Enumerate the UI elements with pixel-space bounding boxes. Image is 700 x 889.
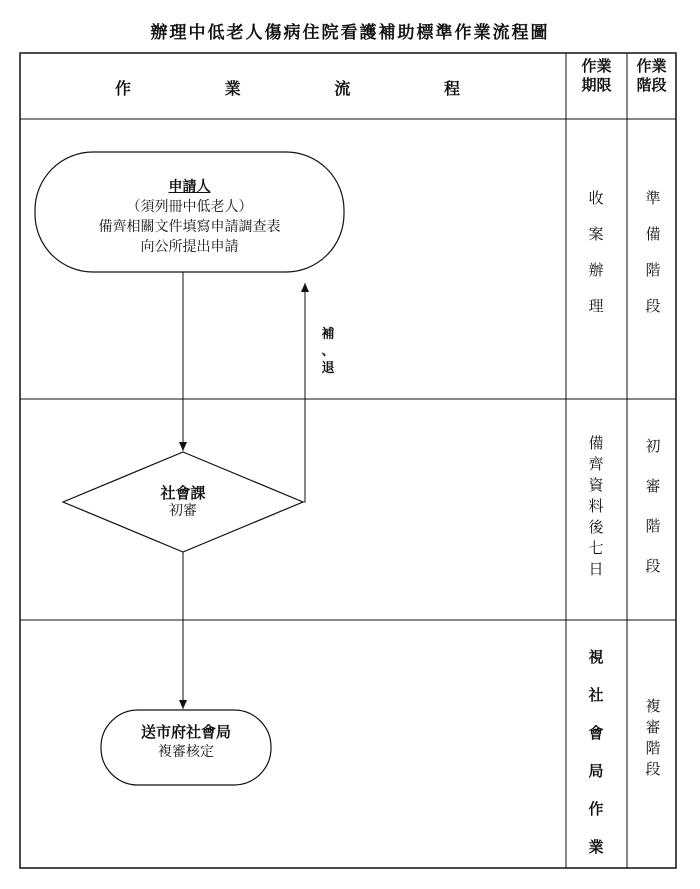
row3-stage <box>638 696 668 780</box>
applicant-line: 備齊相關文件填寫申請調查表 <box>98 219 281 235</box>
page-title: 辦理中低老人傷病住院看護補助標準作業流程圖 <box>150 23 550 43</box>
stage-header <box>627 57 676 95</box>
deadline-header <box>566 57 627 95</box>
row3-deadline <box>581 638 611 866</box>
stage-header-line: 作業 <box>636 57 667 75</box>
row3-deadline-char: 社 <box>588 686 604 704</box>
row1-stage-char: 準 <box>645 189 661 207</box>
row1-stage-char: 段 <box>645 297 661 315</box>
flow-header-char: 作 <box>115 79 132 98</box>
row2-deadline-char: 七 <box>588 539 604 557</box>
row3-deadline-char: 業 <box>588 838 604 856</box>
row1-stage <box>638 180 668 324</box>
row2-stage-char: 初 <box>645 437 661 455</box>
stage-header-line: 階段 <box>636 76 667 94</box>
row2-stage <box>638 426 668 586</box>
return-label <box>319 326 337 377</box>
row2-deadline-char: 備 <box>588 434 604 452</box>
row3-stage-char: 審 <box>645 718 661 736</box>
row3-stage-char: 段 <box>645 760 661 778</box>
row1-deadline-char: 辦 <box>588 261 604 279</box>
arrow-return-to-applicant <box>303 283 305 502</box>
row3-stage-char: 階 <box>645 739 661 757</box>
row3-deadline-char: 局 <box>588 762 604 780</box>
row1-stage-char: 備 <box>645 225 661 243</box>
flow-header-char: 程 <box>443 79 460 98</box>
deadline-header-line: 作業 <box>581 57 612 75</box>
row2-stage-char: 審 <box>645 477 661 495</box>
row2-deadline-char: 後 <box>588 518 604 536</box>
city-sub: 複審核定 <box>158 744 214 760</box>
row3-stage-char: 複 <box>645 697 661 715</box>
row2-deadline <box>581 433 611 580</box>
row2-stage-char: 階 <box>645 517 661 535</box>
flow-header-char: 業 <box>224 79 241 98</box>
row3-deadline-char: 作 <box>588 800 604 818</box>
row1-deadline-char: 案 <box>588 225 604 243</box>
applicant-title: 申請人 <box>168 179 211 195</box>
row1-deadline-char: 理 <box>588 297 604 315</box>
review-sub: 初審 <box>169 503 197 519</box>
row1-deadline-char: 收 <box>588 189 604 207</box>
row1-deadline <box>581 180 611 324</box>
deadline-header-line: 期限 <box>581 76 612 94</box>
row2-deadline-char: 資 <box>588 476 604 494</box>
return-label-char: 補 <box>321 327 335 342</box>
row2-stage-char: 段 <box>645 557 661 575</box>
return-label-char: 退 <box>321 361 335 376</box>
applicant-line: （須列冊中低老人） <box>126 199 253 215</box>
row2-deadline-char: 料 <box>588 497 604 515</box>
flow-header <box>115 76 460 99</box>
review-node-text <box>103 484 263 520</box>
city-node-text <box>101 722 271 762</box>
applicant-line: 向公所提出申請 <box>140 239 239 255</box>
row2-deadline-char: 日 <box>588 560 604 578</box>
applicant-node-text <box>35 177 344 257</box>
row1-stage-char: 階 <box>645 261 661 279</box>
return-label-char: 、 <box>321 344 335 359</box>
city-title: 送市府社會局 <box>140 723 231 741</box>
flow-header-char: 流 <box>334 79 351 98</box>
row3-deadline-char: 視 <box>588 648 604 666</box>
row3-deadline-char: 會 <box>588 724 604 742</box>
review-title: 社會課 <box>160 484 206 502</box>
row2-deadline-char: 齊 <box>588 455 604 473</box>
